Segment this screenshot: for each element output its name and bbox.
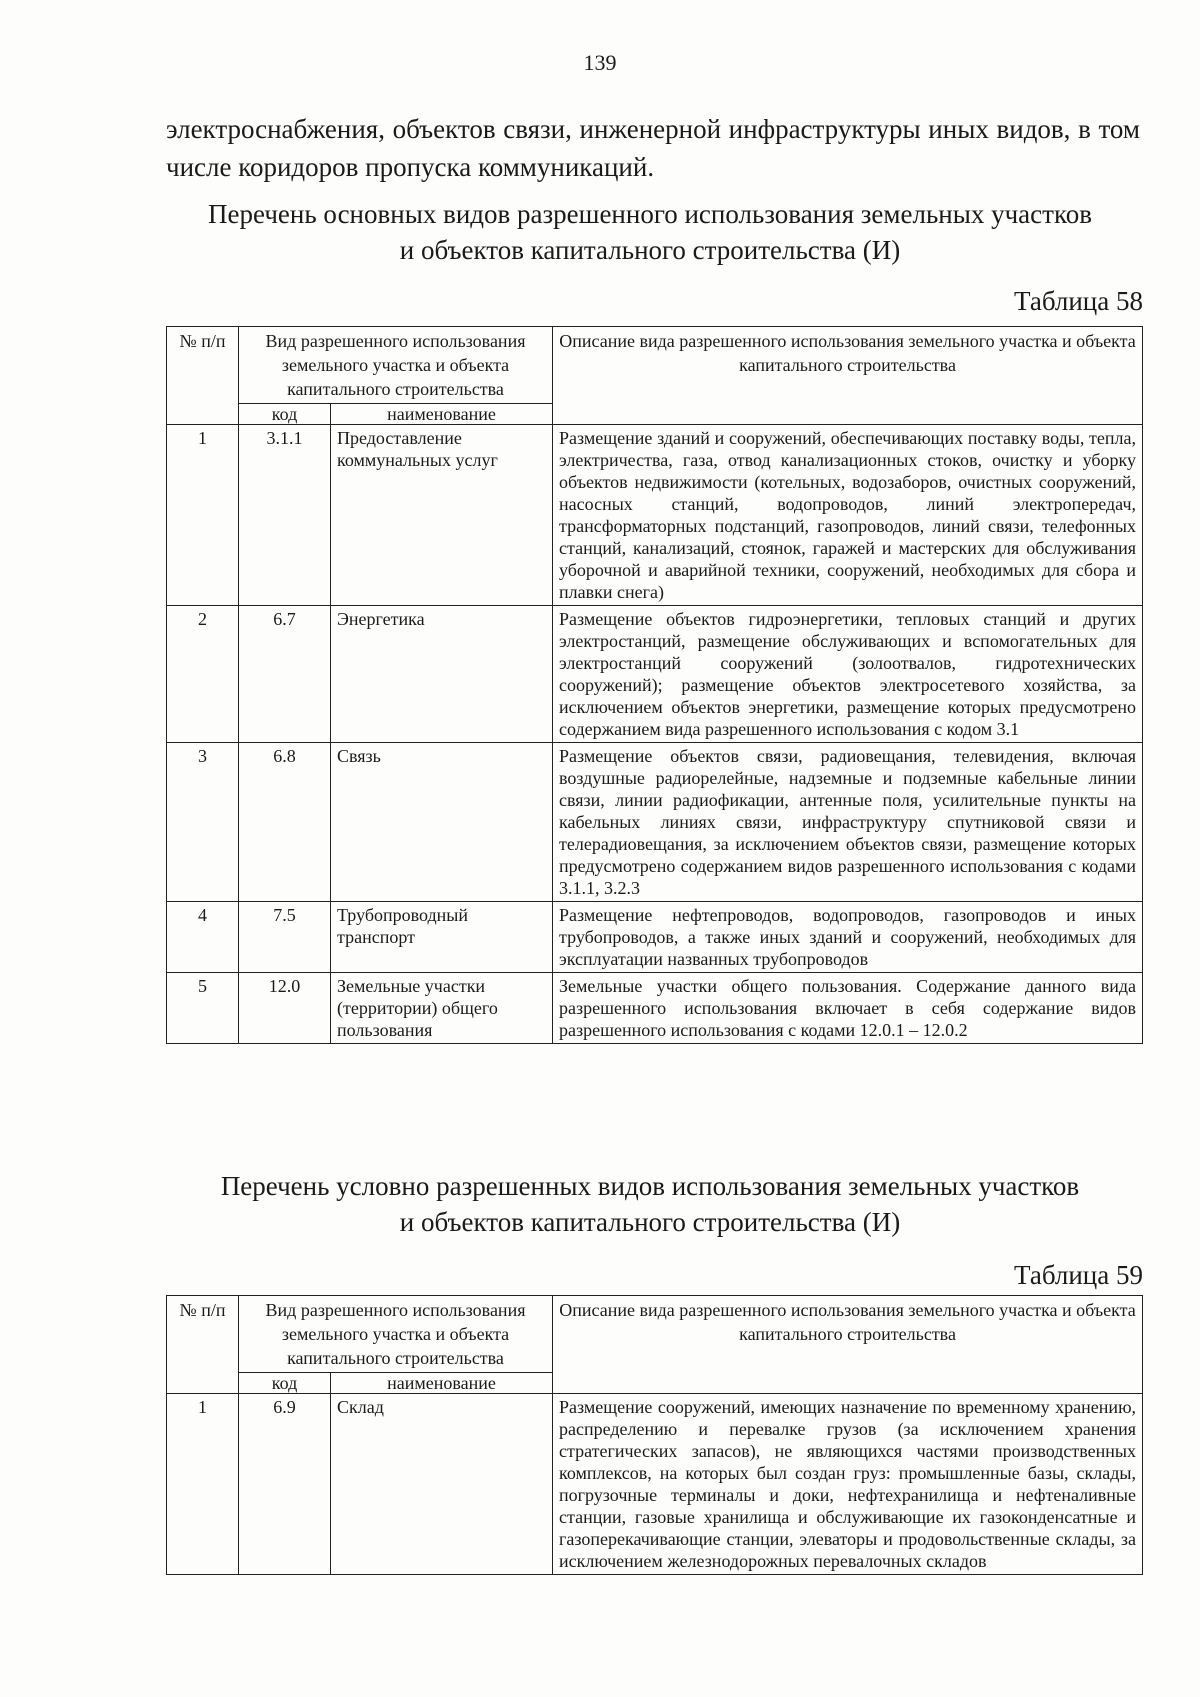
section2-heading	[150, 1168, 1150, 1240]
section1-heading-line2: и объектов капитального строительства (И)	[399, 235, 901, 265]
row-num: 1	[167, 1394, 239, 1575]
table-row	[167, 743, 1143, 902]
row-code: 6.9	[239, 1394, 331, 1575]
table-59	[166, 1295, 1143, 1575]
header-name: наименование	[331, 1373, 553, 1394]
row-num: 1	[167, 425, 239, 606]
row-code: 7.5	[239, 902, 331, 973]
row-name: Связь	[331, 743, 553, 902]
header-num: № п/п	[167, 327, 239, 425]
table59-header-row	[167, 1296, 1143, 1373]
table59-caption: Таблица 59	[1014, 1260, 1143, 1290]
row-name: Трубопроводный транспорт	[331, 902, 553, 973]
table-row	[167, 606, 1143, 743]
row-num: 5	[167, 973, 239, 1044]
header-desc: Описание вида разрешенного использования земельного участка и объекта капитального строительства	[553, 1296, 1143, 1394]
row-desc: Размещение объектов связи, радиовещания, телевидения, включая воздушные радиорелейные, надземные и подземные кабельные линии связи, линии радиофикации, антенные поля, усилительные пункты на кабельных линиях связи, инфраструктуру спутниковой связи и телерадиовещания, за исключением объектов связи, размещение которых предусмотрено содержанием видов разрешенного использования с кодами 3.1.1, 3.2.3	[553, 743, 1143, 902]
row-desc: Земельные участки общего пользования. Содержание данного вида разрешенного использования включает в себя содержание видов разрешенного использования с кодами 12.0.1 – 12.0.2	[553, 973, 1143, 1044]
page-number: 139	[583, 50, 617, 75]
section2-heading-line1: Перечень условно разрешенных видов использования земельных участков	[220, 1171, 1080, 1201]
row-name: Склад	[331, 1394, 553, 1575]
row-code: 6.8	[239, 743, 331, 902]
header-code: код	[239, 1373, 331, 1394]
header-name: наименование	[331, 404, 553, 425]
header-kind: Вид разрешенного использования земельного участка и объекта капитального строительства	[239, 327, 553, 404]
row-num: 4	[167, 902, 239, 973]
row-name: Энергетика	[331, 606, 553, 743]
section1-heading	[150, 196, 1150, 268]
row-code: 6.7	[239, 606, 331, 743]
row-desc: Размещение нефтепроводов, водопроводов, газопроводов и иных трубопроводов, а также иных зданий и сооружений, необходимых для эксплуатации названных трубопроводов	[553, 902, 1143, 973]
row-desc: Размещение сооружений, имеющих назначение по временному хранению, распределению и перевалке грузов (за исключением хранения стратегических запасов), не являющихся частями производственных комплексов, на которых был создан груз: промышленные базы, склады, погрузочные терминалы и доки, нефтехранилища и нефтеналивные станции, газовые хранилища и обслуживающие их газоконденсатные и газоперекачивающие станции, элеваторы и продовольственные склады, за исключением железнодорожных перевалочных складов	[553, 1394, 1143, 1575]
row-num: 3	[167, 743, 239, 902]
table58-caption: Таблица 58	[1014, 286, 1143, 316]
table58-header-row	[167, 327, 1143, 404]
row-desc: Размещение зданий и сооружений, обеспечивающих поставку воды, тепла, электричества, газа, отвод канализационных стоков, очистку и уборку объектов недвижимости (котельных, водозаборов, очистных сооружений, насосных станций, водопроводов, линий электропередач, трансформаторных подстанций, газопроводов, линий связи, телефонных станций, канализаций, стоянок, гаражей и мастерских для обслуживания уборочной и аварийной техники, сооружений, необходимых для сбора и плавки снега)	[553, 425, 1143, 606]
section1-heading-line1: Перечень основных видов разрешенного использования земельных участков	[208, 199, 1092, 229]
header-num: № п/п	[167, 1296, 239, 1394]
header-kind: Вид разрешенного использования земельного участка и объекта капитального строительства	[239, 1296, 553, 1373]
row-code: 3.1.1	[239, 425, 331, 606]
table-row	[167, 1394, 1143, 1575]
table-row	[167, 902, 1143, 973]
intro-paragraph: электроснабжения, объектов связи, инженерной инфраструктуры иных видов, в том числе коридоров пропуска коммуникаций.	[166, 114, 1140, 182]
header-desc: Описание вида разрешенного использования земельного участка и объекта капитального строительства	[553, 327, 1143, 425]
section2-heading-line2: и объектов капитального строительства (И)	[399, 1207, 901, 1237]
row-desc: Размещение объектов гидроэнергетики, тепловых станций и других электростанций, размещение обслуживающих и вспомогательных для электростанций сооружений (золоотвалов, гидротехнических сооружений); размещение объектов электросетевого хозяйства, за исключением объектов энергетики, размещение которых предусмотрено содержанием вида разрешенного использования с кодом 3.1	[553, 606, 1143, 743]
row-num: 2	[167, 606, 239, 743]
row-name: Предоставление коммунальных услуг	[331, 425, 553, 606]
table-row	[167, 973, 1143, 1044]
row-code: 12.0	[239, 973, 331, 1044]
table-row	[167, 425, 1143, 606]
header-code: код	[239, 404, 331, 425]
row-name: Земельные участки (территории) общего пользования	[331, 973, 553, 1044]
table-58	[166, 326, 1143, 1044]
